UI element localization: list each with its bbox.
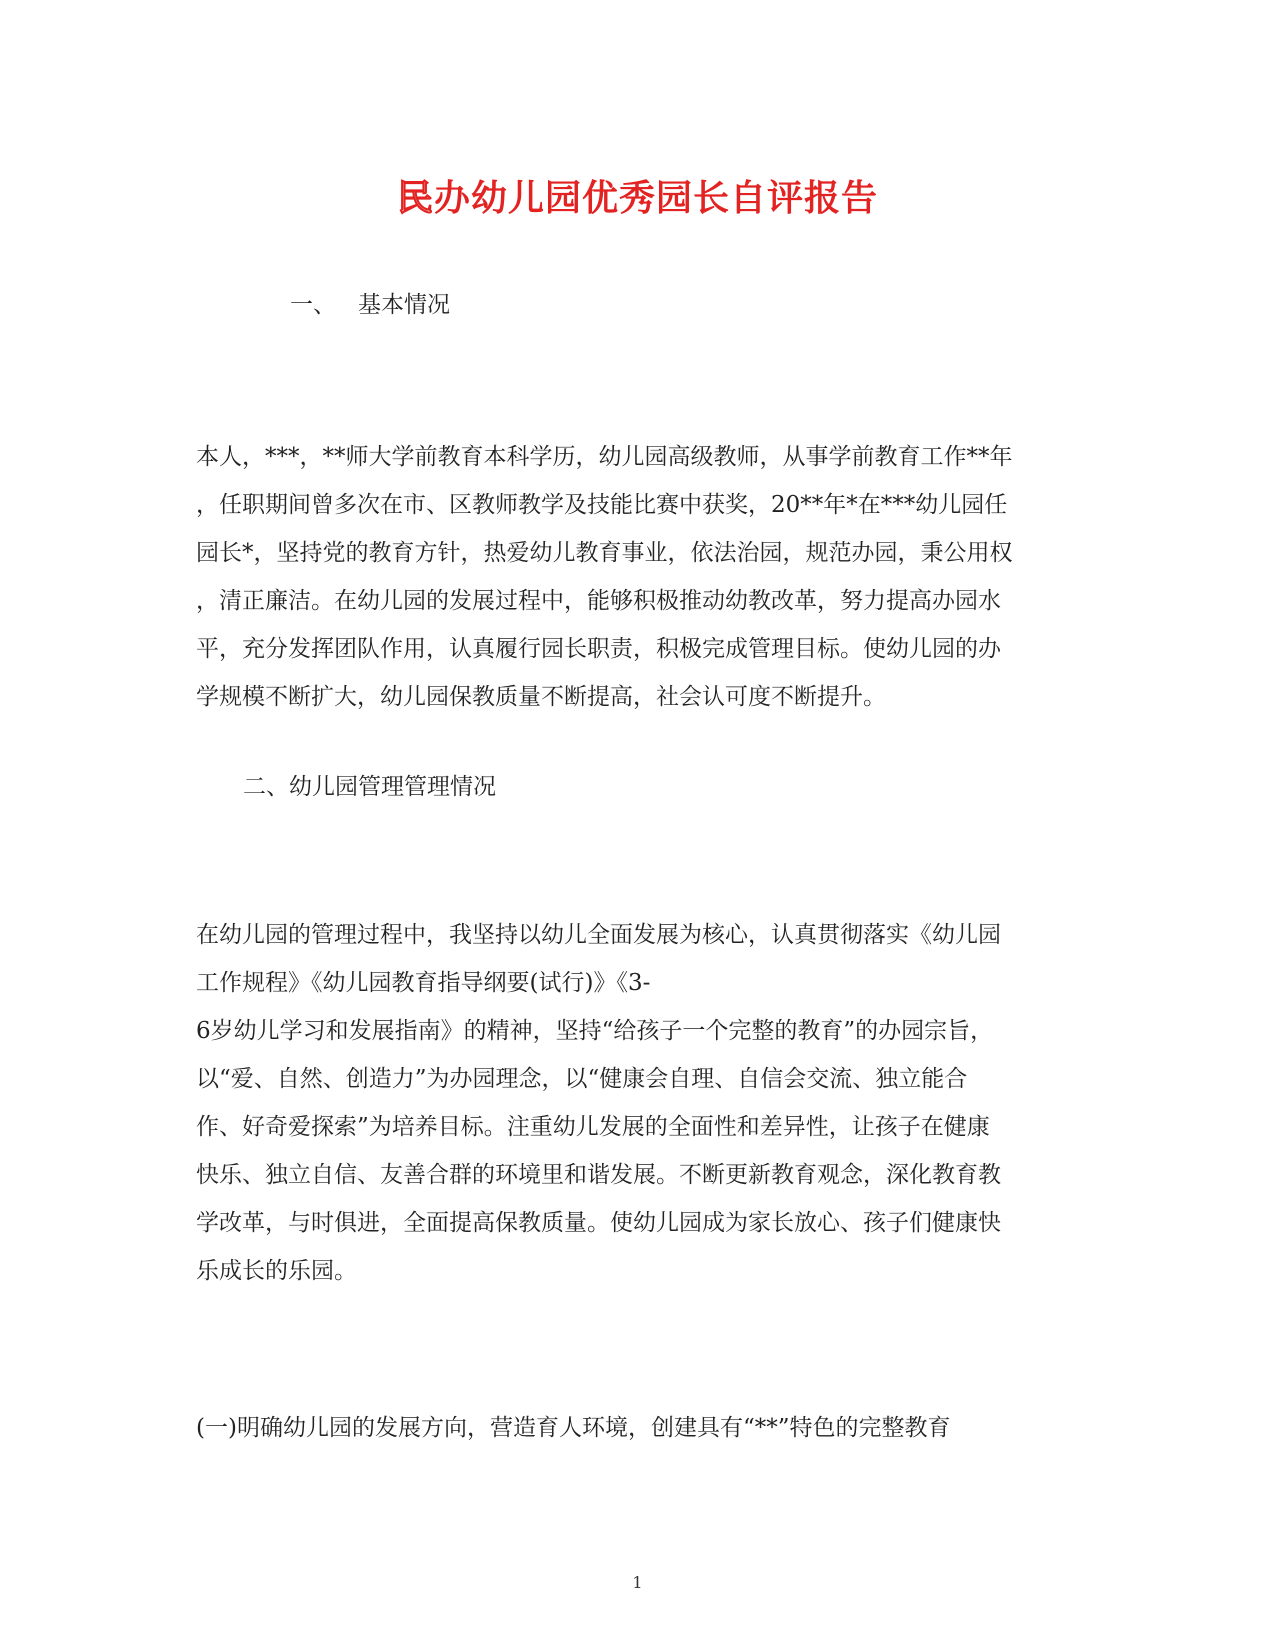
paragraph-line: ，任职期间曾多次在市、区教师教学及技能比赛中获奖，20**年*在***幼儿园任	[196, 492, 1008, 518]
paragraph-line: 乐成长的乐园。	[196, 1258, 357, 1284]
paragraph-line: 园长*，坚持党的教育方针，热爱幼儿教育事业，依法治园，规范办园，秉公用权	[196, 540, 1013, 566]
paragraph-line: 快乐、独立自信、友善合群的环境里和谐发展。不断更新教育观念，深化教育教	[196, 1162, 1001, 1188]
paragraph-line: 学规模不断扩大，幼儿园保教质量不断提高，社会认可度不断提升。	[196, 684, 886, 710]
title-rest: 办幼儿园优秀园长自评报告	[434, 177, 879, 219]
paragraph-line: 本人，***，**师大学前教育本科学历，幼儿园高级教师，从事学前教育工作**年	[196, 444, 1013, 470]
section-2-heading: 二、幼儿园管理管理情况	[243, 774, 496, 800]
paragraph-line: 作、好奇爱探索”为培养目标。注重幼儿发展的全面性和差异性，让孩子在健康	[196, 1114, 990, 1140]
section-1-paragraph	[196, 433, 1096, 721]
paragraph-line: 工作规程》《幼儿园教育指导纲要(试行)》《3-	[196, 970, 651, 996]
paragraph-line: 平，充分发挥团队作用，认真履行园长职责，积极完成管理目标。使幼儿园的办	[196, 636, 1001, 662]
paragraph-line: 在幼儿园的管理过程中，我坚持以幼儿全面发展为核心，认真贯彻落实《幼儿园	[196, 922, 1001, 948]
title-first-char: 民	[396, 177, 434, 219]
section-1-number: 一、	[290, 292, 336, 318]
section-1-heading	[290, 290, 450, 320]
paragraph-line: 以“爱、自然、创造力”为办园理念，以“健康会自理、自信会交流、独立能合	[196, 1066, 968, 1092]
paragraph-line: ，清正廉洁。在幼儿园的发展过程中，能够积极推动幼教改革，努力提高办园水	[196, 588, 1001, 614]
subsection-1-heading: (一)明确幼儿园的发展方向，营造育人环境，创建具有“**”特色的完整教育	[196, 1415, 951, 1441]
document-title	[0, 170, 1275, 221]
section-1-title: 基本情况	[358, 292, 450, 318]
section-2-paragraph	[196, 911, 1096, 1295]
paragraph-line: 学改革，与时俱进，全面提高保教质量。使幼儿园成为家长放心、孩子们健康快	[196, 1210, 1001, 1236]
page-number: 1	[632, 1573, 643, 1592]
paragraph-line: 6岁幼儿学习和发展指南》的精神，坚持“给孩子一个完整的教育”的办园宗旨，	[196, 1018, 994, 1044]
